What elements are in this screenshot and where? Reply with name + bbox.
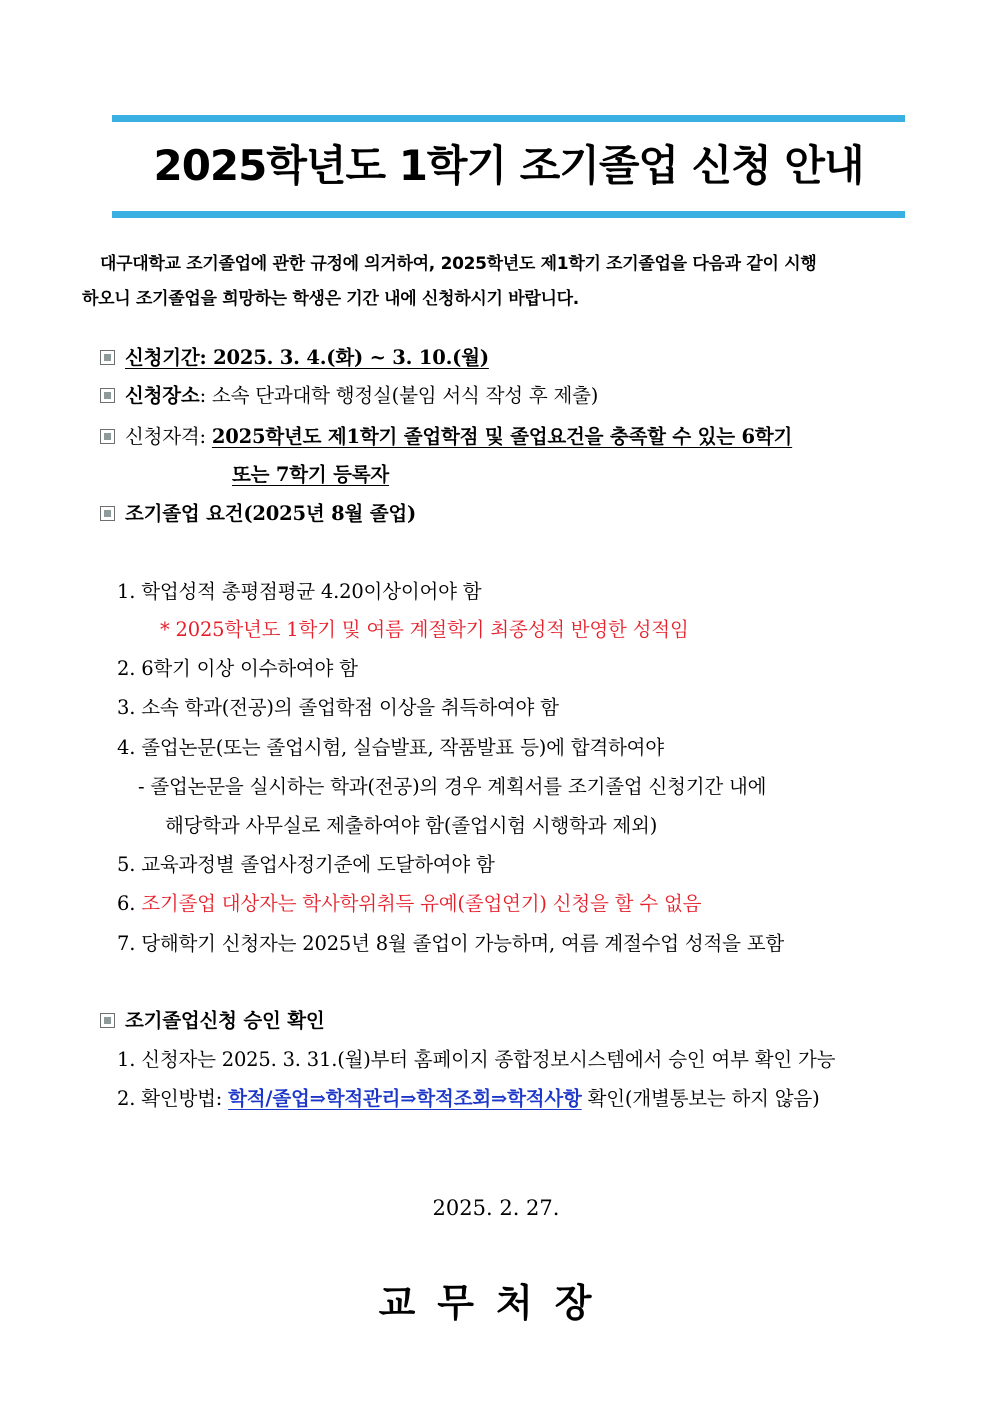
page-title: 2025학년도 1학기 조기졸업 신청 안내 <box>153 141 864 190</box>
qualification-value-2: 또는 7학기 등록자 <box>232 463 390 486</box>
approval-1: 1. 신청자는 2025. 3. 31.(월)부터 홈페이지 종합정보시스템에서 승인 여부 확인 가능 <box>117 1048 836 1071</box>
signature-issuer: 교무처장 <box>378 1280 614 1325</box>
approval-header: 조기졸업신청 승인 확인 <box>125 1009 325 1032</box>
section-approval <box>100 1006 325 1036</box>
requirement-3: 3. 소속 학과(전공)의 졸업학점 이상을 취득하여야 함 <box>117 696 559 719</box>
requirement-6-number: 6. <box>117 892 142 915</box>
qualification-label: 신청자격: <box>125 425 212 448</box>
approval-2-prefix: 2. 확인방법: <box>117 1087 229 1110</box>
square-bullet-icon <box>100 429 115 444</box>
document-date: 2025. 2. 27. <box>432 1196 560 1220</box>
requirement-7: 7. 당해학기 신청자는 2025년 8월 졸업이 가능하며, 여름 계절수업 성적을 포함 <box>117 932 785 955</box>
section-period <box>100 343 489 373</box>
section-qualification-cont <box>232 460 389 490</box>
intro-line-1: 대구대학교 조기졸업에 관한 규정에 의거하여, 2025학년도 제1학기 조기졸업을 다음과 같이 시행 <box>100 254 817 274</box>
title-top-rule <box>112 115 905 122</box>
square-bullet-icon <box>100 388 115 403</box>
approval-2-suffix: 확인(개별통보는 하지 않음) <box>581 1087 820 1110</box>
period-text: 신청기간: 2025. 3. 4.(화) ~ 3. 10.(월) <box>125 346 489 369</box>
requirement-5: 5. 교육과정별 졸업사정기준에 도달하여야 함 <box>117 853 495 876</box>
requirement-4-sub-1: - 졸업논문을 실시하는 학과(전공)의 경우 계획서를 조기졸업 신청기간 내에 <box>138 775 767 798</box>
square-bullet-icon <box>100 1013 115 1028</box>
intro-line-2: 하오니 조기졸업을 희망하는 학생은 기간 내에 신청하시기 바랍니다. <box>82 289 579 309</box>
requirement-4: 4. 졸업논문(또는 졸업시험, 실습발표, 작품발표 등)에 합격하여야 <box>117 736 664 759</box>
requirement-1: 1. 학업성적 총평점평균 4.20이상이어야 함 <box>117 580 482 603</box>
title-bottom-rule <box>112 211 905 218</box>
square-bullet-icon <box>100 350 115 365</box>
section-qualification <box>100 422 792 452</box>
requirements-header: 조기졸업 요건(2025년 8월 졸업) <box>125 502 417 525</box>
square-bullet-icon <box>100 506 115 521</box>
section-place <box>100 381 598 411</box>
requirement-2: 2. 6학기 이상 이수하여야 함 <box>117 657 358 680</box>
requirement-1-note: * 2025학년도 1학기 및 여름 계절학기 최종성적 반영한 성적임 <box>160 618 689 641</box>
place-label: 신청장소 <box>125 384 200 407</box>
approval-2 <box>117 1084 819 1114</box>
approval-menu-path: 학적/졸업⇒학적관리⇒학적조회⇒학적사항 <box>228 1087 582 1110</box>
qualification-value-1: 2025학년도 제1학기 졸업학점 및 졸업요건을 충족할 수 있는 6학기 <box>211 425 793 448</box>
requirement-6-text: 조기졸업 대상자는 학사학위취득 유예(졸업연기) 신청을 할 수 없음 <box>141 892 702 915</box>
place-value: : 소속 단과대학 행정실(붙임 서식 작성 후 제출) <box>199 384 599 407</box>
section-requirements <box>100 499 416 529</box>
requirement-6 <box>117 889 701 919</box>
requirement-4-sub-2: 해당학과 사무실로 제출하여야 함(졸업시험 시행학과 제외) <box>165 814 658 837</box>
